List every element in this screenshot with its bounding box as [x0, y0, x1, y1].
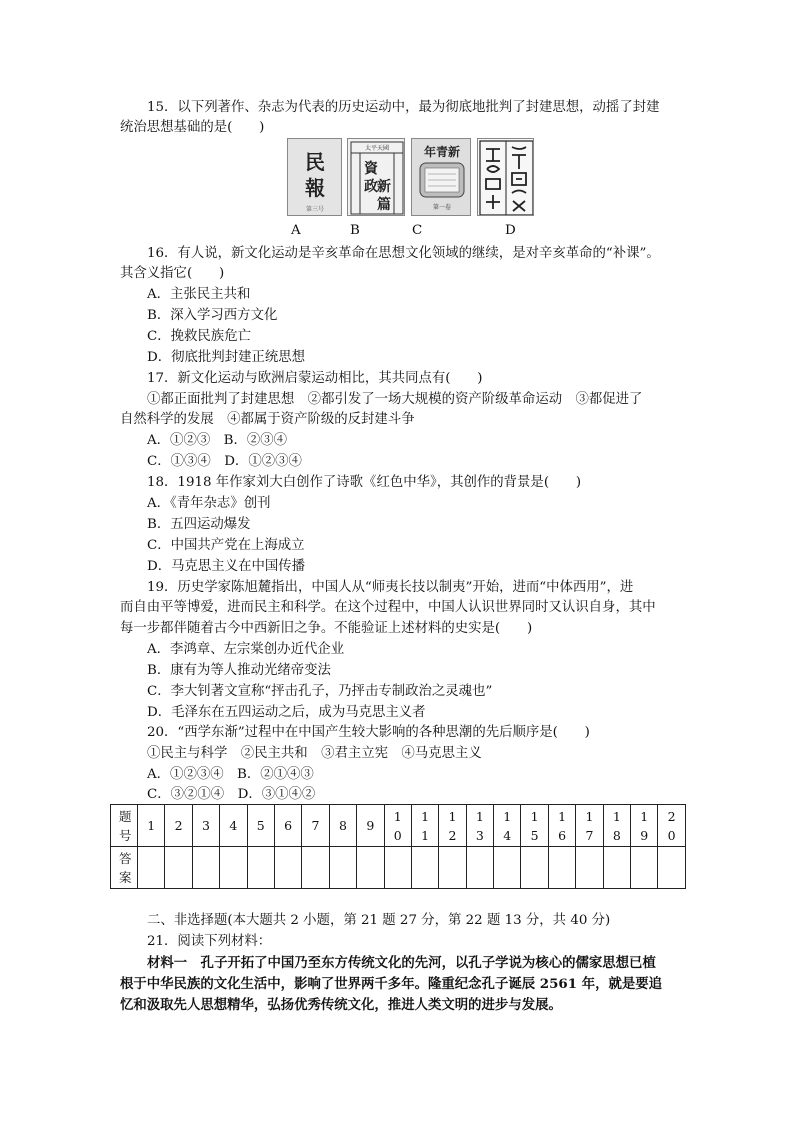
svg-text:政: 政 [364, 179, 378, 195]
answer-cell[interactable] [439, 847, 466, 889]
svg-text:新: 新 [377, 179, 391, 195]
option-c-image [411, 138, 471, 216]
q20-items: ①民主与科学 ②民主共和 ③君主立宪 ④马克思主义 [147, 746, 482, 761]
answer-cell[interactable] [357, 847, 384, 889]
q17-items-line2: 自然科学的发展 ④都属于资产阶级的反封建斗争 [120, 412, 415, 427]
svg-text:報: 報 [305, 176, 325, 200]
row-header-number: 题号 [111, 805, 138, 847]
question-number-cell: 10 [384, 805, 411, 847]
q18-option-b: B．五四运动爆发 [147, 517, 251, 532]
answer-cell[interactable] [466, 847, 493, 889]
option-d-image [477, 138, 534, 216]
q16-stem-line1: 16．有人说，新文化运动是辛亥革命在思想文化领域的继续，是对辛亥革命的“补课”。 [147, 246, 660, 261]
q15-stem-line1: 15．以下列著作、杂志为代表的历史运动中，最为彻底地批判了封建思想，动摇了封建 [147, 100, 660, 115]
q16-option-c: C．挽救民族危亡 [147, 329, 251, 344]
q19-option-a: A．李鸿章、左宗棠创办近代企业 [147, 642, 345, 657]
xinqingnian-cover-icon [412, 139, 471, 216]
option-a-image [287, 138, 342, 216]
option-b-image [347, 138, 405, 216]
q21-stem: 21．阅读下列材料： [147, 934, 272, 949]
question-number-cell: 15 [521, 805, 548, 847]
question-number-cell: 19 [631, 805, 658, 847]
q18-stem: 18．1918 年作家刘大白创作了诗歌《红色中华》，其创作的背景是( ) [147, 475, 582, 490]
answer-cell[interactable] [165, 847, 192, 889]
question-number-cell: 14 [494, 805, 521, 847]
question-number-cell: 13 [466, 805, 493, 847]
q19-stem-line2: 而自由平等博爱，进而民主和科学。在这个过程中，中国人认识世界同时又认识自身，其中 [120, 600, 656, 615]
answer-cell[interactable] [603, 847, 630, 889]
q15-label-d: D [505, 223, 516, 238]
q19-stem-line3: 每一步都伴随着古今中西新旧之争。不能验证上述材料的史实是( ) [120, 621, 533, 636]
q20-options-cd: C．③②①④ D．③①④② [147, 787, 316, 802]
q16-option-a: A．主张民主共和 [147, 287, 251, 302]
question-number-cell: 8 [329, 805, 356, 847]
q15-label-c: C [412, 223, 423, 238]
answer-cell[interactable] [329, 847, 356, 889]
question-number-cell: 3 [192, 805, 219, 847]
q19-stem-line1: 19．历史学家陈旭麓指出，中国人从“师夷长技以制夷”开始，进而“中体西用”，进 [147, 580, 634, 595]
section2-heading: 二、非选择题(本大题共 2 小题，第 21 题 27 分，第 22 题 13 分，共 40 分) [147, 913, 611, 928]
question-number-cell: 18 [603, 805, 630, 847]
svg-text:太平天國: 太平天國 [364, 145, 390, 152]
svg-text:篇: 篇 [377, 197, 391, 213]
answer-cell[interactable] [384, 847, 411, 889]
material-1-line3: 忆和汲取先人思想精华，弘扬优秀传统文化，推进人类文明的进步与发展。 [120, 997, 562, 1013]
q15-label-a: A [291, 223, 301, 238]
answer-cell[interactable] [302, 847, 329, 889]
question-number-cell: 12 [439, 805, 466, 847]
q15-label-b: B [350, 223, 360, 238]
question-number-cell: 11 [411, 805, 438, 847]
answer-cell[interactable] [274, 847, 301, 889]
answer-table-number-row [111, 805, 686, 847]
answer-cell[interactable] [220, 847, 247, 889]
answer-cell[interactable] [576, 847, 603, 889]
q16-option-d: D．彻底批判封建正统思想 [147, 350, 306, 365]
q20-options-ab: A．①②③④ B．②①④③ [147, 767, 314, 782]
q18-option-d: D．马克思主义在中国传播 [147, 559, 306, 574]
q18-option-a: A．《青年杂志》创刊 [147, 496, 271, 511]
answer-cell[interactable] [247, 847, 274, 889]
question-number-cell: 4 [220, 805, 247, 847]
answer-cell[interactable] [138, 847, 165, 889]
svg-text:第三号: 第三号 [305, 206, 325, 213]
q20-stem: 20．“西学东渐”过程中在中国产生较大影响的各种思潮的先后顺序是( ) [147, 725, 590, 740]
material-1-line1: 材料一 孔子开拓了中国乃至东方传统文化的先河，以孔子学说为核心的儒家思想已植 [147, 955, 656, 971]
seal-script-cover-icon [478, 139, 534, 216]
q17-options-ab: A．①②③ B．②③④ [147, 433, 288, 448]
row-header-answer: 答案 [111, 847, 138, 889]
question-number-cell: 6 [274, 805, 301, 847]
q15-stem-line2: 统治思想基础的是( ) [120, 120, 265, 135]
answer-cell[interactable] [411, 847, 438, 889]
answer-cell[interactable] [631, 847, 658, 889]
svg-text:資: 資 [364, 161, 378, 177]
answer-table [110, 804, 686, 889]
question-number-cell: 9 [357, 805, 384, 847]
svg-text:民: 民 [305, 150, 325, 174]
q16-stem-line2: 其含义指它( ) [120, 266, 225, 281]
answer-cell[interactable] [521, 847, 548, 889]
answer-cell[interactable] [494, 847, 521, 889]
svg-text:年青新: 年青新 [423, 145, 461, 159]
q17-stem: 17．新文化运动与欧洲启蒙运动相比，其共同点有( ) [147, 371, 483, 386]
q19-option-b: B．康有为等人推动光绪帝变法 [147, 663, 331, 678]
answer-table-answer-row [111, 847, 686, 889]
svg-text:第一卷: 第一卷 [432, 204, 452, 211]
question-number-cell: 16 [548, 805, 575, 847]
question-number-cell: 2 [165, 805, 192, 847]
q18-option-c: C．中国共产党在上海成立 [147, 538, 305, 553]
question-number-cell: 1 [138, 805, 165, 847]
question-number-cell: 20 [658, 805, 685, 847]
question-number-cell: 17 [576, 805, 603, 847]
q19-option-d: D．毛泽东在五四运动之后，成为马克思主义者 [147, 705, 426, 720]
answer-cell[interactable] [658, 847, 685, 889]
q17-items-line1: ①都正面批判了封建思想 ②都引发了一场大规模的资产阶级革命运动 ③都促进了 [147, 392, 643, 407]
q19-option-c: C．李大钊著文宣称“抨击孔子，乃抨击专制政治之灵魂也” [147, 684, 493, 699]
q15-images [287, 138, 537, 218]
minbao-cover-icon [288, 139, 342, 216]
question-number-cell: 5 [247, 805, 274, 847]
answer-cell[interactable] [548, 847, 575, 889]
q16-option-b: B．深入学习西方文化 [147, 308, 278, 323]
answer-cell[interactable] [192, 847, 219, 889]
zizheng-xinpian-cover-icon [348, 139, 405, 216]
question-number-cell: 7 [302, 805, 329, 847]
q17-options-cd: C．①③④ D．①②③④ [147, 454, 302, 469]
material-1-line2: 根于中华民族的文化生活中，影响了世界两千多年。隆重纪念孔子诞辰 2561 年，就是要追 [120, 976, 663, 992]
